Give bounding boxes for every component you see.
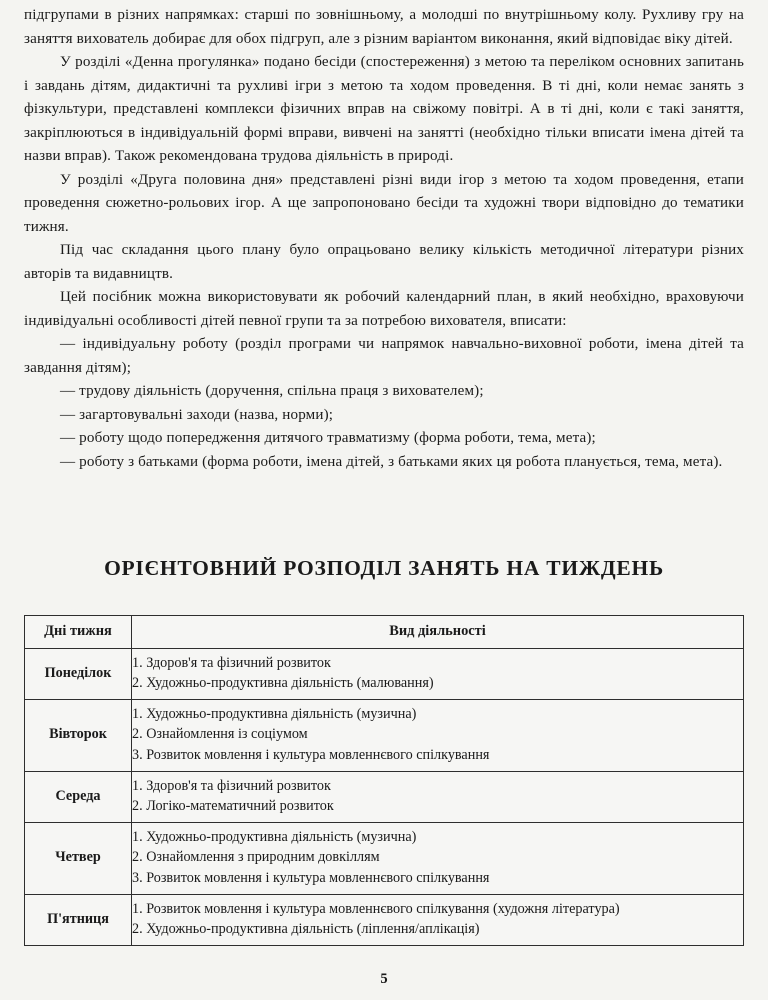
table-row: [25, 822, 744, 894]
activity-line: 2. Художньо-продуктивна діяльність (ліплення/аплікація): [132, 921, 480, 938]
column-header-activity: Вид діяльності: [132, 616, 744, 649]
activity-line: 1. Розвиток мовлення і культура мовленнєвого спілкування (художня література): [132, 900, 620, 917]
activity-line: 1. Художньо-продуктивна діяльність (музична): [132, 705, 417, 722]
activity-line: 1. Здоров'я та фізичний розвиток: [132, 777, 331, 794]
table-row: [25, 648, 744, 699]
day-label: Вівторок: [25, 699, 132, 771]
list-item: — роботу щодо попередження дитячого травматизму (форма роботи, тема, мета);: [60, 430, 596, 446]
paragraph: У розділі «Друга половина дня» представлені різні види ігор з метою та ходом проведення, етапи проведення сюжетно-рольових ігор. А ще запропоновано бесіди та художні твори відповідно до тематики тижня.: [24, 171, 744, 235]
activity-line: 2. Ознайомлення із соціумом: [132, 726, 308, 743]
day-label: Понеділок: [25, 648, 132, 699]
table-row: [25, 699, 744, 771]
table-row: [25, 894, 744, 945]
list-item: — загартовувальні заходи (назва, норми);: [60, 406, 334, 423]
activity-list: [132, 894, 744, 945]
day-label: Четвер: [25, 822, 132, 894]
column-header-day: Дні тижня: [25, 616, 132, 649]
activity-line: 3. Розвиток мовлення і культура мовленнєвого спілкування: [132, 746, 490, 763]
list-item: — трудову діяльність (доручення, спільна праця з вихователем);: [60, 383, 484, 399]
activity-list: [132, 822, 744, 894]
activity-line: 2. Ознайомлення з природним довкіллям: [132, 849, 380, 866]
paragraph: У розділі «Денна прогулянка» подано бесіди (спостереження) з метою та переліком основних запитань і завдань дітям, дидактичні та рухливі ігри з метою та ходом проведення. В ті дні, коли немає занять з фізкультури, представлені комплекси фізичних вправ на свіжому повітрі. А в ті дні, коли є такі заняття, закріплюються в індивідуальній формі вправи, вивчені на занятті (необхідно тільки вписати імена дітей та назви вправ). Також рекомендована трудова діяльність в природі.: [24, 54, 744, 164]
activity-line: 1. Здоров'я та фізичний розвиток: [132, 654, 331, 671]
paragraph: Цей посібник можна використовувати як робочий календарний план, в який необхідно, враховуючи індивідуальні особливості дітей певної групи та за потребою вихователя, вписати:: [24, 289, 744, 329]
table-header-row: [25, 616, 744, 649]
list-item: — індивідуальну роботу (розділ програми чи напрямок навчально-виховної роботи, імена дітей та завдання дітям);: [24, 336, 744, 376]
table-row: [25, 771, 744, 822]
day-label: Середа: [25, 771, 132, 822]
activity-line: 2. Логіко-математичний розвиток: [132, 798, 334, 815]
page-number: 5: [380, 971, 388, 987]
schedule-table-wrapper: [24, 615, 743, 946]
page-title: ОРІЄНТОВНИЙ РОЗПОДІЛ ЗАНЯТЬ НА ТИЖДЕНЬ: [104, 556, 664, 580]
activity-line: 3. Розвиток мовлення і культура мовленнєвого спілкування: [132, 869, 490, 886]
activity-list: [132, 648, 744, 699]
schedule-table: [24, 615, 744, 946]
activity-line: 2. Художньо-продуктивна діяльність (малювання): [132, 675, 434, 692]
list-item: — роботу з батьками (форма роботи, імена дітей, з батьками яких ця робота планується, тема, мета).: [60, 453, 723, 470]
activity-list: [132, 771, 744, 822]
body-text-block: [24, 0, 744, 474]
table-body: [25, 648, 744, 945]
activity-line: 1. Художньо-продуктивна діяльність (музична): [132, 828, 417, 845]
paragraph: Під час складання цього плану було опрацьовано велику кількість методичної літератури різних авторів та видавництв.: [24, 242, 744, 282]
activity-list: [132, 699, 744, 771]
day-label: П'ятниця: [25, 894, 132, 945]
paragraph: підгрупами в різних напрямках: старші по зовнішньому, а молодші по внутрішньому колу. Рухливу гру на заняття вихователь добирає для обох підгруп, але з різним варіантом виконання, який відповідає віку дітей.: [24, 7, 744, 47]
